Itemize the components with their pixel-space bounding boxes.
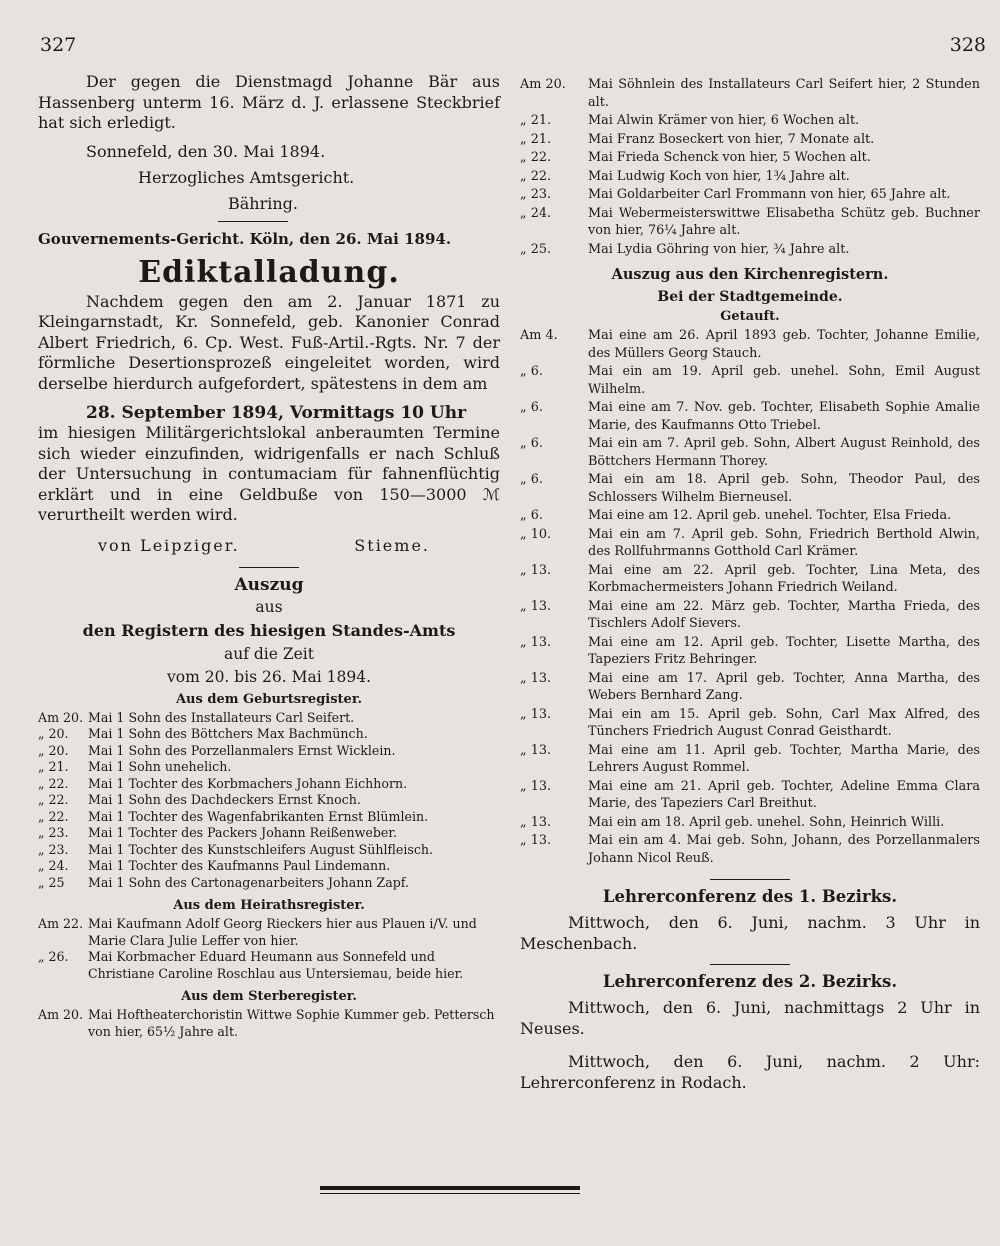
entry-date: „ 20.	[38, 742, 69, 758]
entry-date: „ 6.	[520, 472, 543, 487]
birth-entry	[38, 710, 500, 727]
entry-date: „ 13.	[520, 562, 552, 578]
entry-text: Mai eine am 26. April 1893 geb. Tochter, Johanne Emilie, des Müllers Georg Stauch.	[588, 328, 980, 361]
entry-date: „ 13.	[520, 634, 552, 650]
entry-date: „ 21.	[38, 759, 69, 774]
entry-text: Mai Frieda Schenck von hier, 5 Wochen alt.	[588, 150, 871, 165]
birth-entry	[38, 743, 500, 760]
right-column	[520, 76, 980, 1093]
entry-text: Mai eine am 17. April geb. Tochter, Anna Martha, des Webers Bernhard Zang.	[588, 670, 980, 703]
entry-date: „ 13.	[520, 814, 552, 830]
parish-title: Bei der Stadtgemeinde.	[657, 289, 843, 305]
court-signer: Bähring.	[228, 193, 298, 213]
entry-date: Am 4.	[520, 328, 558, 343]
left-column	[38, 72, 500, 1040]
entry-text: Mai 1 Sohn des Dachdeckers Ernst Knoch.	[88, 792, 361, 807]
entry-date: Am 20.	[38, 1007, 84, 1022]
baptism-entry	[520, 814, 980, 832]
entry-text: Mai eine am 11. April geb. Tochter, Martha Marie, des Lehrers August Rommel.	[588, 742, 980, 775]
conference-2-text: Mittwoch, den 6. Juni, nachmittags 2 Uhr in Neuses.	[520, 998, 980, 1038]
signature-right: Stieme.	[354, 535, 430, 555]
entry-text: Mai 1 Tochter des Kunstschleifers August Sühlfleisch.	[88, 841, 434, 857]
entry-date: „ 24.	[520, 205, 552, 221]
conference-1-title: Lehrerconferenz des 1. Bezirks.	[602, 887, 898, 906]
death-entry	[520, 241, 980, 259]
death-entry	[520, 149, 980, 167]
marriage-list	[38, 916, 500, 982]
signature-left: von Leipziger.	[98, 535, 240, 555]
birth-entry	[38, 825, 500, 842]
marriage-entry	[38, 949, 500, 982]
birth-entry	[38, 776, 500, 793]
birth-list	[38, 710, 500, 892]
baptism-list	[520, 327, 980, 867]
entry-text: Mai ein am 18. April geb. Sohn, Theodor Paul, des Schlossers Wilhelm Bierneusel.	[588, 472, 980, 505]
baptism-entry	[520, 526, 980, 561]
death-register-title: Aus dem Sterberegister.	[181, 989, 357, 1004]
gov-court-header: Gouvernements-Gericht. Köln, den 26. Mai 1894.	[38, 229, 452, 248]
entry-date: „ 10.	[520, 526, 552, 542]
entry-text: Mai ein am 7. April geb. Sohn, Friedrich Berthold Alwin, des Rollfuhrmanns Gotthold Carl Krämer.	[588, 526, 980, 559]
entry-text: Mai Korbmacher Eduard Heumann aus Sonnefeld und Christiane Caroline Roschlau aus Untersiemau, beide hier.	[88, 949, 464, 981]
marriage-register-title: Aus dem Heirathsregister.	[173, 898, 365, 913]
entry-text: Mai ein am 19. April geb. unehel. Sohn, Emil August Wilhelm.	[588, 364, 980, 397]
closing-rule	[0, 1160, 1000, 1194]
entry-date: „ 21.	[520, 113, 552, 128]
birth-entry	[38, 858, 500, 875]
entry-text: Mai 1 Tochter des Kaufmanns Paul Lindemann.	[88, 858, 391, 873]
page-number-right: 328	[949, 34, 986, 56]
baptized-title: Getauft.	[720, 309, 780, 324]
entry-text: Mai Franz Boseckert von hier, 7 Monate alt.	[588, 131, 875, 147]
register-heading-office: den Registern des hiesigen Standes-Amts	[82, 620, 456, 640]
baptism-entry	[520, 435, 980, 470]
entry-date: „ 22.	[520, 150, 552, 165]
entry-date: „ 25	[38, 874, 65, 890]
thick-rule	[320, 1186, 580, 1190]
entry-text: Mai Ludwig Koch von hier, 1¾ Jahre alt.	[588, 168, 850, 184]
entry-date: „ 25.	[520, 241, 552, 257]
death-entry	[520, 186, 980, 204]
entry-text: Mai ein am 4. Mai geb. Sohn, Johann, des Porzellanmalers Johann Nicol Reuß.	[588, 833, 980, 866]
entry-text: Mai ein am 15. April geb. Sohn, Carl Max Alfred, des Tünchers Friedrich August Conrad Geisthardt.	[588, 706, 980, 739]
baptism-entry	[520, 778, 980, 813]
birth-entry	[38, 842, 500, 859]
edict-text: Nachdem gegen den am 2. Januar 1871 zu Kleingarnstadt, Kr. Sonnefeld, geb. Kanonier Conrad Albert Friedrich, 6. Cp. West. Fuß-Artil.-Rgts. Nr. 7 der förmliche Desertionsprozeß eingeleitet worden, wird derselbe hierdurch aufgefordert, spätestens in dem am	[38, 291, 500, 393]
baptism-entry	[520, 507, 980, 525]
entry-text: Mai Hoftheaterchoristin Wittwe Sophie Kummer geb. Pettersch von hier, 65½ Jahre alt.	[88, 1007, 495, 1039]
thin-rule	[320, 1193, 580, 1194]
entry-date: „ 22.	[38, 808, 69, 824]
entry-text: Mai Alwin Krämer von hier, 6 Wochen alt.	[588, 113, 860, 128]
baptism-entry	[520, 598, 980, 633]
entry-date: „ 22.	[520, 168, 552, 184]
birth-entry	[38, 759, 500, 776]
death-entry	[520, 205, 980, 240]
baptism-entry	[520, 706, 980, 741]
entry-date: „ 23.	[520, 187, 552, 202]
birth-entry	[38, 792, 500, 809]
divider	[710, 879, 790, 880]
edict-title: Ediktalladung.	[138, 254, 400, 290]
entry-text: Mai Lydia Göhring von hier, ¾ Jahre alt.	[588, 241, 850, 257]
entry-text: Mai Goldarbeiter Carl Frommann von hier, 65 Jahre alt.	[588, 187, 951, 202]
death-entry	[520, 168, 980, 186]
death-list	[38, 1007, 500, 1040]
entry-date: „ 20.	[38, 726, 69, 741]
entry-date: „ 23.	[38, 825, 69, 840]
birth-entry	[38, 726, 500, 743]
baptism-entry	[520, 634, 980, 669]
entry-date: „ 22.	[38, 792, 69, 807]
birth-register-title: Aus dem Geburtsregister.	[175, 691, 363, 707]
entry-date: „ 24.	[38, 858, 69, 873]
conference-3-text: Mittwoch, den 6. Juni, nachm. 2 Uhr: Lehrerconferenz in Rodach.	[520, 1052, 980, 1092]
entry-text: Mai eine am 12. April geb. Tochter, Lisette Martha, des Tapeziers Fritz Behringer.	[588, 634, 980, 667]
entry-text: Mai eine am 22. März geb. Tochter, Martha Frieda, des Tischlers Adolf Sievers.	[588, 598, 980, 631]
marriage-entry	[38, 916, 500, 949]
baptism-entry	[520, 742, 980, 777]
entry-date: „ 13.	[520, 670, 552, 686]
baptism-entry	[520, 471, 980, 506]
divider	[218, 221, 288, 222]
entry-date: „ 13.	[520, 706, 552, 722]
place-date: Sonnefeld, den 30. Mai 1894.	[86, 141, 326, 161]
church-register-title: Auszug aus den Kirchenregistern.	[611, 266, 889, 283]
baptism-entry	[520, 327, 980, 362]
entry-date: „ 23.	[38, 841, 69, 857]
entry-date: „ 6.	[520, 436, 543, 451]
birth-entry	[38, 809, 500, 826]
register-period: vom 20. bis 26. Mai 1894.	[167, 667, 371, 686]
entry-text: Mai 1 Sohn des Cartonagenarbeiters Johann Zapf.	[88, 874, 409, 890]
divider	[710, 964, 790, 965]
entry-date: „ 13.	[520, 778, 552, 794]
death-list-continued	[520, 76, 980, 258]
entry-date: „ 22.	[38, 775, 69, 791]
entry-text: Mai eine am 7. Nov. geb. Tochter, Elisabeth Sophie Amalie Marie, des Kaufmanns Otto Triebel.	[588, 400, 980, 433]
entry-text: Mai 1 Sohn des Installateurs Carl Seifert.	[88, 709, 355, 725]
death-entry	[38, 1007, 500, 1040]
entry-text: Mai ein am 7. April geb. Sohn, Albert August Reinhold, des Böttchers Hermann Thorey.	[588, 436, 980, 469]
baptism-entry	[520, 399, 980, 434]
entry-text: Mai 1 Sohn unehelich.	[88, 759, 232, 774]
edict-text-2: im hiesigen Militärgerichtslokal anberaumten Termine sich wieder einzufinden, widrigenfalls er nach Schluß der Untersuchung in contumaciam für fahnenflüchtig erklärt und in eine Geldbuße von 150—3000 ℳ verurtheilt werden wird.	[38, 423, 500, 524]
divider	[239, 567, 299, 568]
entry-text: Mai 1 Tochter des Wagenfabrikanten Ernst Blümlein.	[88, 808, 429, 824]
entry-date: „ 6.	[520, 364, 543, 379]
entry-date: Am 20.	[520, 77, 566, 92]
entry-date: „ 6.	[520, 508, 543, 523]
entry-text: Mai eine am 12. April geb. unehel. Tochter, Elsa Frieda.	[588, 508, 952, 523]
entry-text: Mai 1 Sohn des Porzellanmalers Ernst Wicklein.	[88, 742, 396, 758]
entry-date: Am 22.	[38, 916, 84, 931]
entry-text: Mai Kaufmann Adolf Georg Rieckers hier aus Plauen i/V. und Marie Clara Julie Leffer von hier.	[88, 916, 477, 948]
entry-date: „ 6.	[520, 400, 543, 415]
register-heading-aus: aus	[255, 597, 283, 616]
entry-date: „ 13.	[520, 598, 552, 614]
page-number-left: 327	[40, 34, 77, 56]
entry-text: Mai eine am 22. April geb. Tochter, Lina Meta, des Korbmachermeisters Johann Friedrich Weiland.	[588, 562, 980, 595]
death-entry	[520, 76, 980, 111]
edict-signatures	[38, 536, 500, 555]
register-period-label: auf die Zeit	[224, 644, 314, 663]
baptism-entry	[520, 562, 980, 597]
entry-date: Am 20.	[38, 709, 84, 725]
baptism-entry	[520, 832, 980, 867]
baptism-entry	[520, 670, 980, 705]
entry-text: Mai Söhnlein des Installateurs Carl Seifert hier, 2 Stunden alt.	[588, 77, 980, 110]
entry-text: Mai 1 Tochter des Packers Johann Reißenweber.	[88, 825, 397, 840]
court-name: Herzogliches Amtsgericht.	[138, 167, 355, 187]
entry-text: Mai ein am 18. April geb. unehel. Sohn, Heinrich Willi.	[588, 814, 945, 830]
entry-text: Mai eine am 21. April geb. Tochter, Adeline Emma Clara Marie, des Tapeziers Carl Breithut.	[588, 778, 980, 811]
entry-date: „ 13.	[520, 833, 552, 848]
register-heading: Auszug	[234, 574, 304, 595]
death-entry	[520, 112, 980, 130]
death-entry	[520, 131, 980, 149]
conference-2-title: Lehrerconferenz des 2. Bezirks.	[602, 972, 898, 991]
baptism-entry	[520, 363, 980, 398]
entry-text: Mai 1 Sohn des Böttchers Max Bachmünch.	[88, 726, 368, 741]
entry-text: Mai Webermeisterswittwe Elisabetha Schütz geb. Buchner von hier, 76¼ Jahre alt.	[588, 205, 980, 238]
entry-date: „ 26.	[38, 949, 69, 964]
warrant-notice: Der gegen die Dienstmagd Johanne Bär aus Hassenberg unterm 16. März d. J. erlassene Steckbrief hat sich erledigt.	[38, 72, 500, 132]
birth-entry	[38, 875, 500, 892]
edict-date: 28. September 1894, Vormittags 10 Uhr	[86, 403, 467, 423]
conference-1-text: Mittwoch, den 6. Juni, nachm. 3 Uhr in Meschenbach.	[520, 913, 980, 953]
entry-date: „ 13.	[520, 742, 552, 758]
entry-date: „ 21.	[520, 131, 552, 147]
entry-text: Mai 1 Tochter des Korbmachers Johann Eichhorn.	[88, 775, 408, 791]
